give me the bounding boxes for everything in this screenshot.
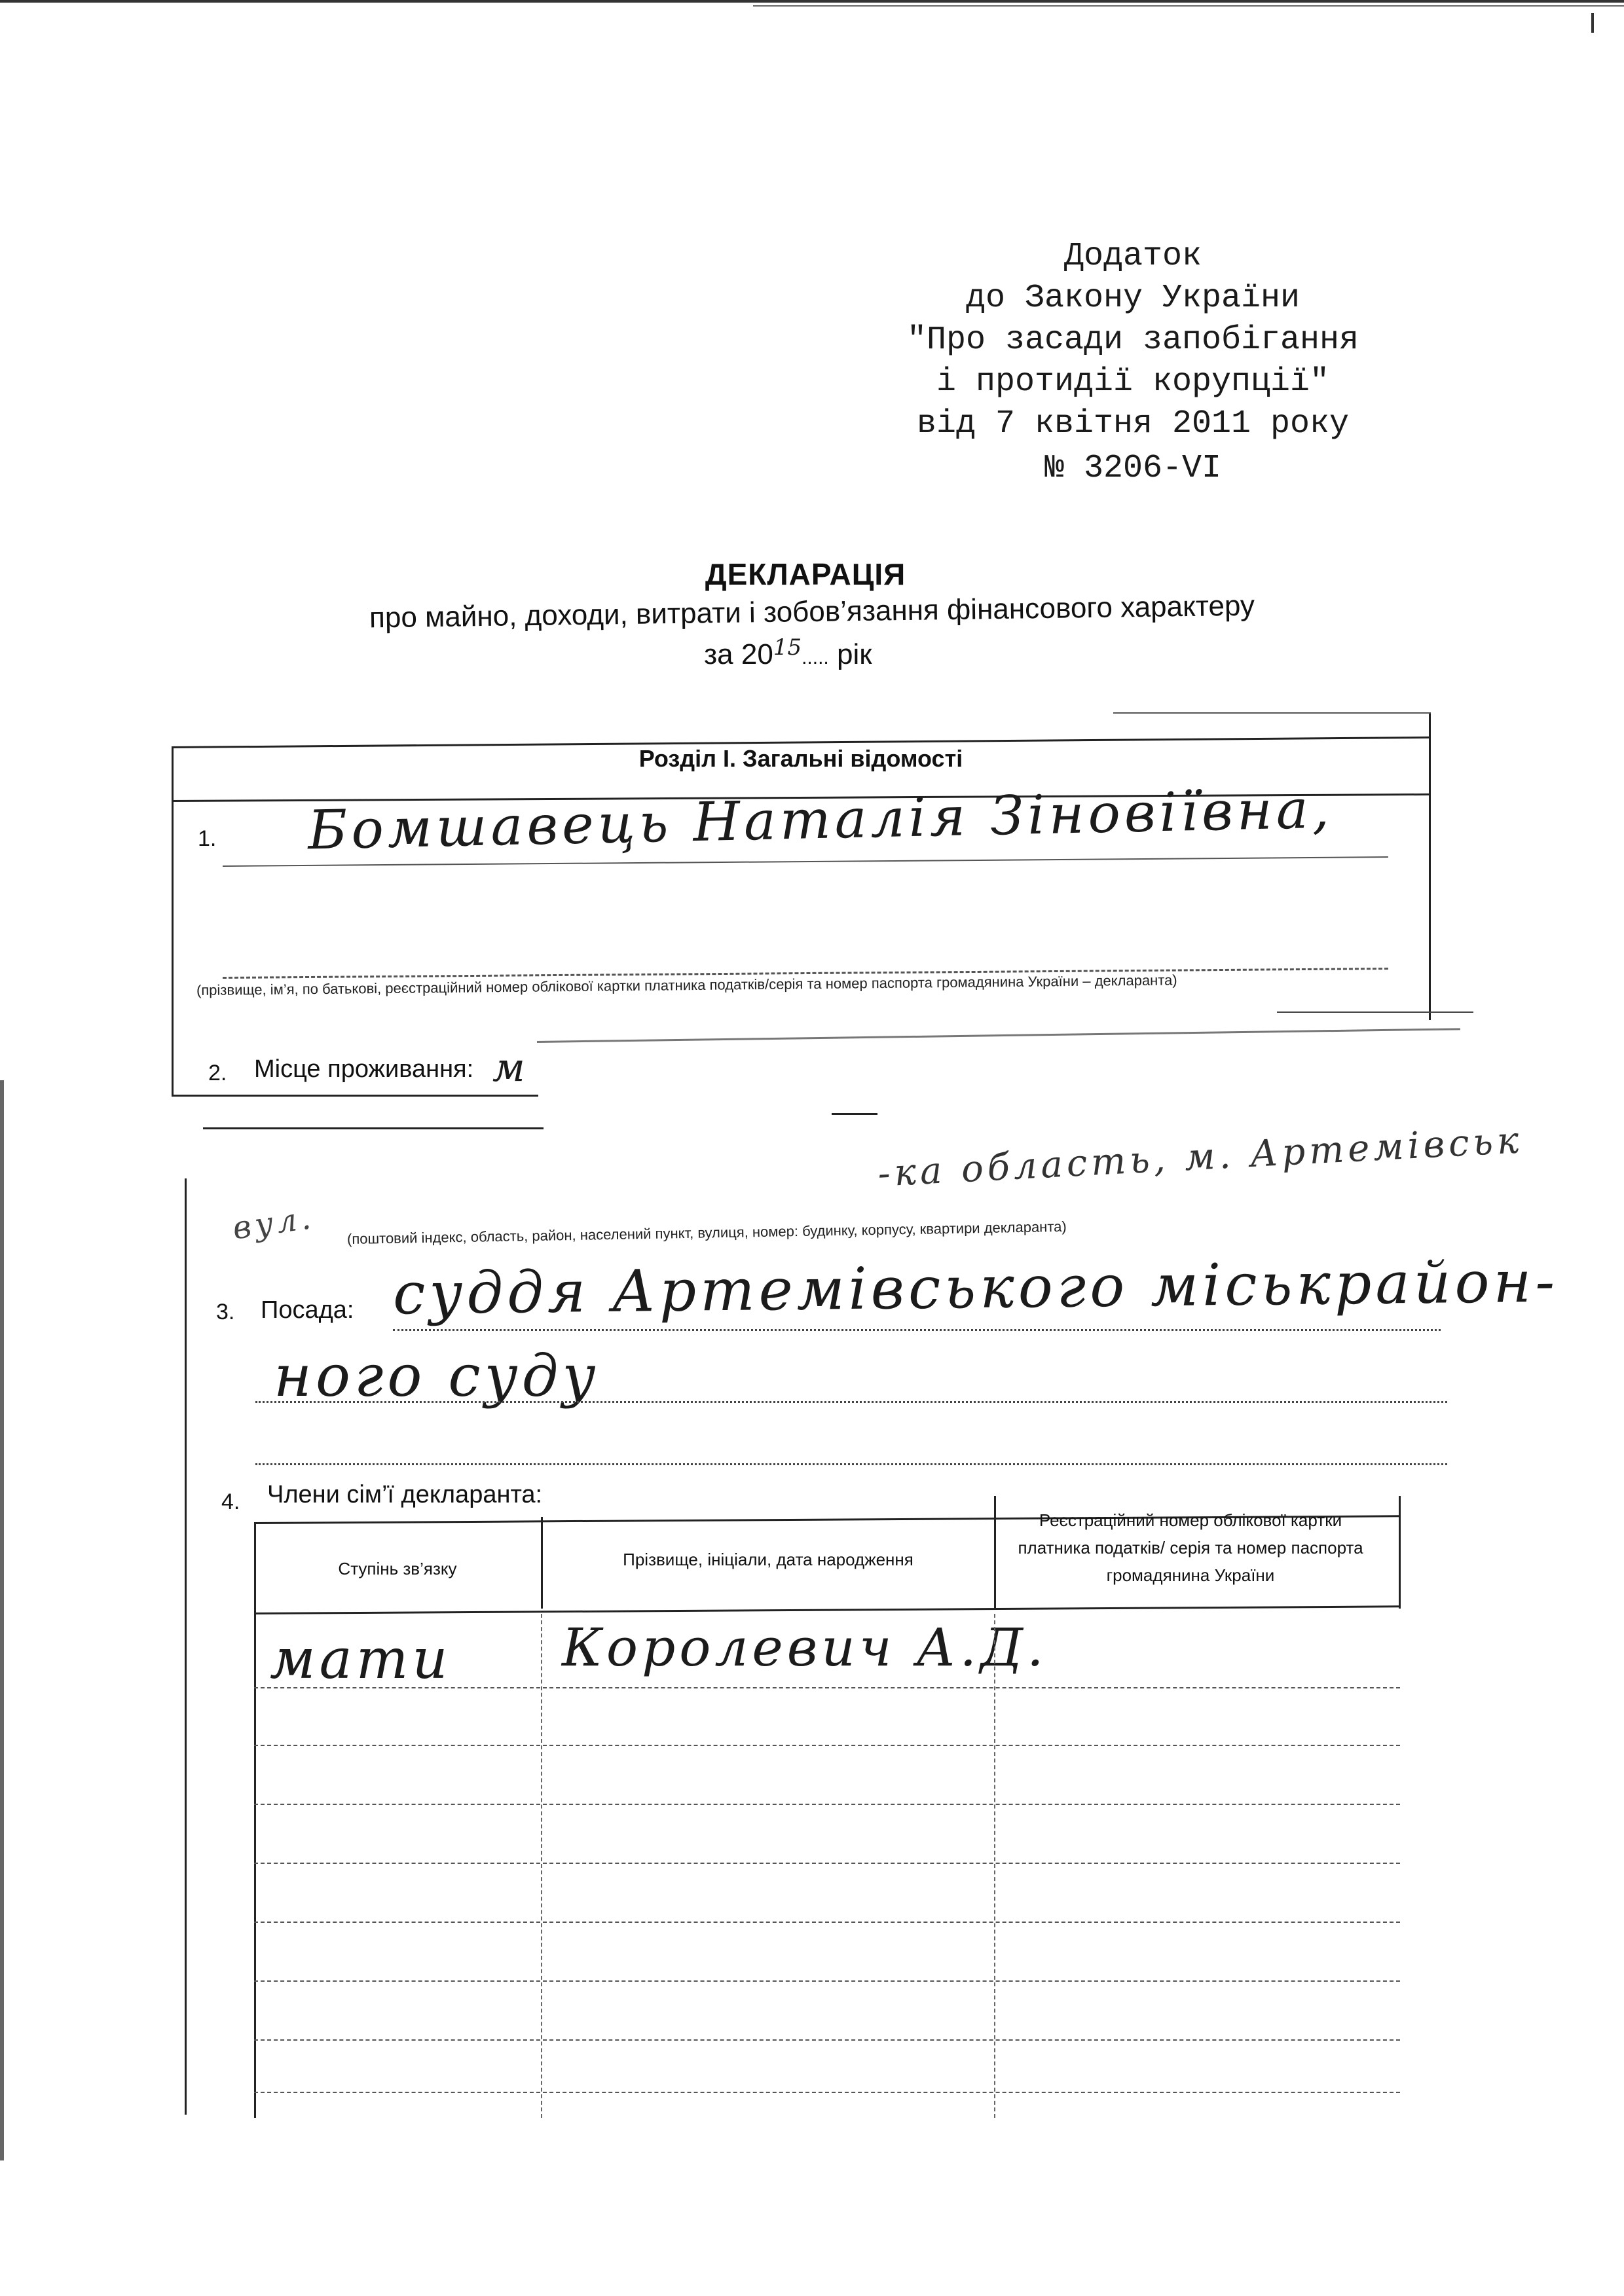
- item-2-label: Місце проживання:: [254, 1055, 474, 1083]
- item-2-dash-2: [832, 1113, 877, 1115]
- appendix-line-1: Додаток: [1063, 238, 1202, 275]
- item-3-label: Посада:: [261, 1296, 354, 1324]
- appendix-line-5: від 7 квітня 2011 року: [916, 405, 1350, 443]
- scan-left-edge: [0, 1080, 4, 2160]
- column-header-id: Реєстраційний номер облікової картки платника податків/ серія та номер паспорта громадянина України: [1018, 1510, 1363, 1585]
- family-table-row-line-4: [254, 1863, 1400, 1864]
- appendix-line-3: "Про засади запобігання: [906, 321, 1359, 359]
- item-2-value-overflow: -ка область, м. Артемівськ: [876, 1119, 1524, 1195]
- section-frame-top-2: [1113, 712, 1431, 714]
- item-3-value-line-1: суддя Артемівського міськрайон-: [392, 1247, 1559, 1328]
- year-prefix: за 20: [704, 638, 773, 670]
- item-2-frame-left-2: [185, 1178, 187, 2115]
- family-table-body-divider-2: [994, 1614, 995, 2118]
- family-table-row-line-7: [254, 2039, 1400, 2041]
- item-3-dots-1: [393, 1329, 1441, 1331]
- item-1-value: Бомшавець Наталія Зіновіївна,: [307, 778, 1334, 862]
- family-table-row-line-3: [254, 1804, 1400, 1805]
- item-1-number: 1.: [198, 826, 217, 851]
- item-2-dash-1: [203, 1127, 544, 1129]
- scan-top-border: [0, 0, 1624, 3]
- family-table-left: [254, 1522, 256, 2118]
- item-1-bottom-rule: [1277, 1011, 1473, 1013]
- item-2-number: 2.: [208, 1061, 227, 1085]
- year-value: 15: [773, 634, 802, 661]
- family-table-row-line-6: [254, 1980, 1400, 1982]
- item-3-number: 3.: [216, 1300, 235, 1324]
- item-2-frame-bottom: [172, 1095, 538, 1097]
- appendix-line-4: і протидії корупції": [936, 363, 1330, 401]
- appendix-block: [838, 236, 1428, 490]
- item-3-dots-2: [255, 1401, 1447, 1403]
- year-dots: .....: [802, 647, 829, 668]
- family-row-1-relation: мати: [270, 1627, 452, 1691]
- appendix-line-6: № 3206-VI: [1044, 450, 1222, 487]
- family-table-col-divider-2: [994, 1496, 996, 1609]
- family-table-header-bottom: [254, 1605, 1400, 1614]
- family-table-row-line-5: [254, 1922, 1400, 1923]
- declaration-title: ДЕКЛАРАЦІЯ: [705, 557, 906, 591]
- family-table-row-line-8: [254, 2092, 1400, 2093]
- family-table-row-line-2: [254, 1745, 1400, 1746]
- appendix-line-2: до Закону України: [965, 280, 1301, 317]
- item-4-number: 4.: [221, 1489, 240, 1514]
- declaration-year: [704, 634, 872, 671]
- item-1-caption: (прізвище, ім’я, по батькові, реєстраційний номер облікової картки платника податків/серія та номер паспорта громадянина України – декларанта): [196, 972, 1177, 998]
- family-table-row-line-1: [254, 1687, 1400, 1688]
- scan-top-border-right: [753, 5, 1624, 7]
- column-header-name: Прізвище, ініціали, дата народження: [623, 1550, 913, 1569]
- item-2-caption: (поштовий індекс, область, район, населений пункт, вулиця, номер: будинку, корпусу, квартири декларанта): [346, 1218, 1067, 1247]
- item-2-value-prefix: вул.: [230, 1199, 317, 1247]
- declaration-subtitle: про майно, доходи, витрати і зобов’язання фінансового характеру: [369, 589, 1255, 634]
- scan-mark-right: [1591, 13, 1594, 33]
- section-header: Розділ І. Загальні відомості: [638, 745, 963, 772]
- family-table-body-divider-1: [541, 1614, 542, 2118]
- item-2-overlay-rule: [537, 1028, 1460, 1043]
- item-3-value-line-2: ного суду: [274, 1342, 600, 1410]
- year-suffix: рік: [837, 638, 872, 670]
- family-row-1-name: Королевич А.Д.: [562, 1617, 1048, 1678]
- family-table: [254, 1496, 1400, 2118]
- item-2-value-start: м: [492, 1045, 529, 1091]
- item-4-label: Члени сім’ї декларанта:: [267, 1481, 543, 1508]
- item-3-dots-3: [255, 1463, 1447, 1465]
- family-table-right: [1399, 1496, 1401, 1609]
- column-header-relation: Ступінь зв’язку: [338, 1559, 457, 1578]
